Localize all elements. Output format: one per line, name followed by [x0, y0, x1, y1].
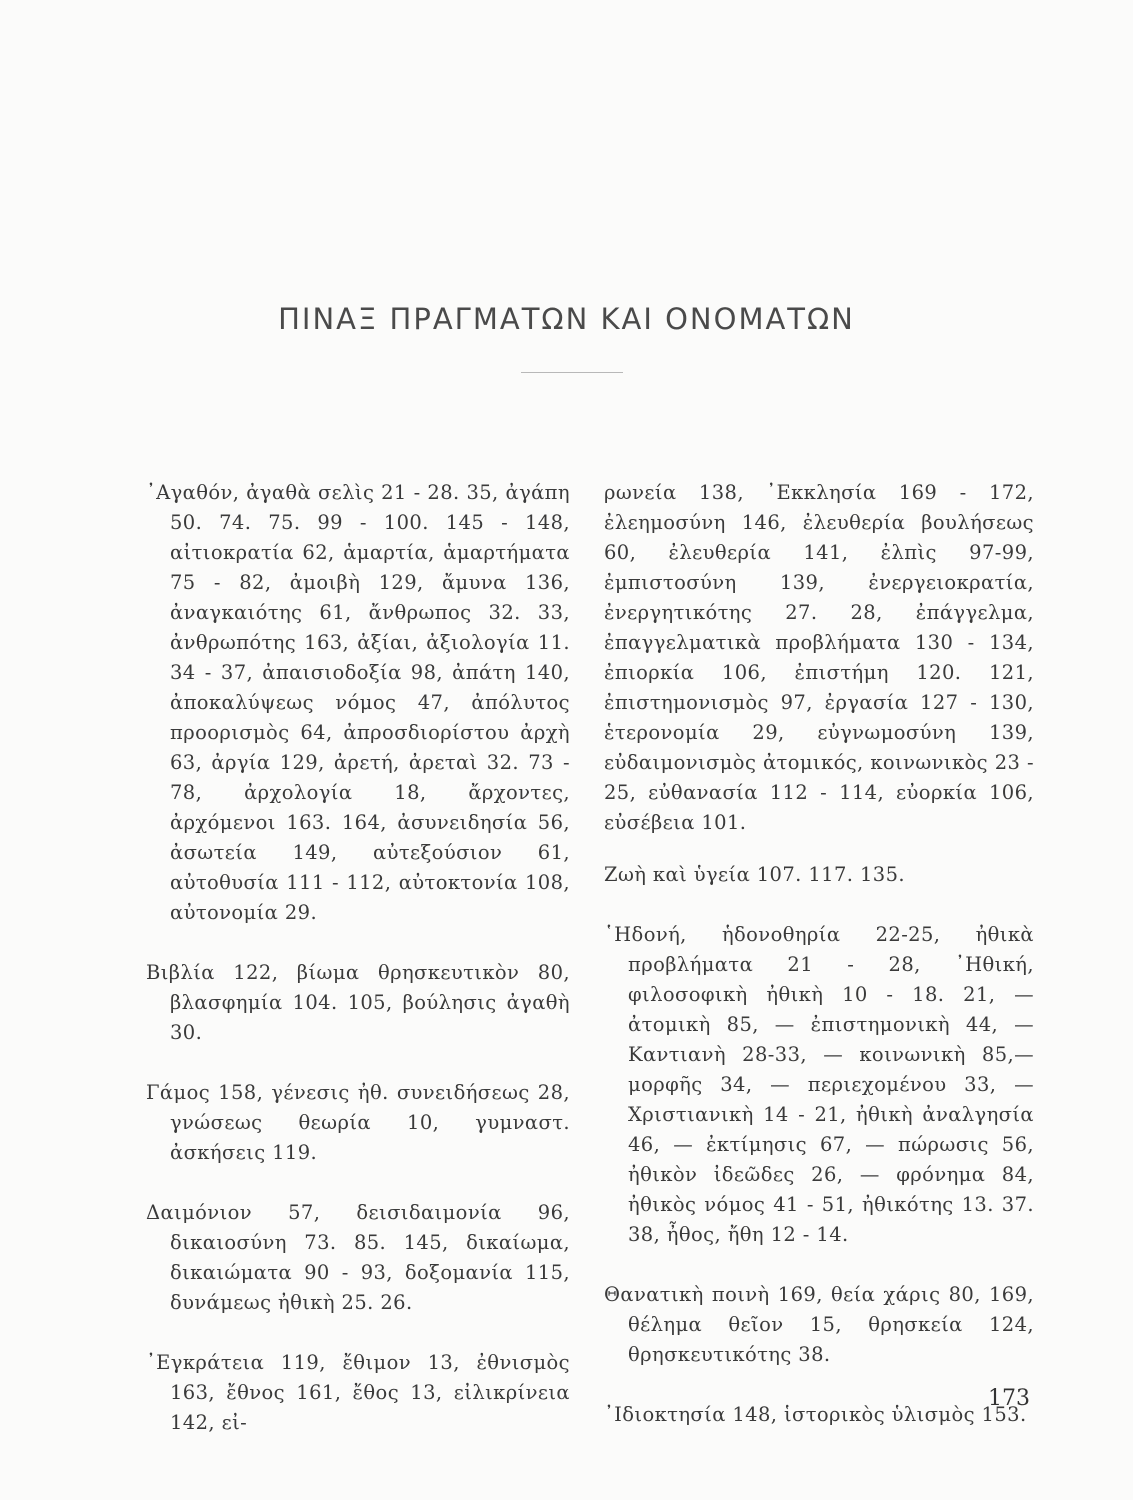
- page-title: ΠΙΝΑΞ ΠΡΑΓΜΑΤΩΝ ΚΑΙ ΟΝΟΜΑΤΩΝ: [278, 302, 855, 336]
- index-column-left: [146, 478, 570, 1468]
- index-entry-gamma: Γάμος 158, γένεσις ἠθ. συνειδήσεως 28, γνώσεως θεωρία 10, γυμναστ. ἀσκήσεις 119.: [146, 1081, 570, 1164]
- index-entry-beta: Βιβλία 122, βίωμα θρησκευτικὸν 80, βλασφημία 104. 105, βούλησις ἀγαθὴ 30.: [146, 961, 570, 1044]
- title-divider: [521, 372, 623, 373]
- index-entry-epsilon: ᾿Εγκράτεια 119, ἔθιμον 13, ἐθνισμὸς 163, ἔθνος 161, ἔθος 13, εἰλικρίνεια 142, εἰ-: [146, 1351, 570, 1434]
- page-number: 173: [988, 1386, 1030, 1411]
- index-entry-zeta: Ζωὴ καὶ ὑγεία 107. 117. 135.: [604, 863, 906, 886]
- index-entry-alpha: ᾿Αγαθόν, ἀγαθὰ σελὶς 21 - 28. 35, ἀγάπη 50. 74. 75. 99 - 100. 145 - 148, αἰτιοκρατία 62, ἁμαρτία, ἁμαρτήματα 75 - 82, ἀμοιβὴ 129, ἄμυνα 136, ἀναγκαιότης 61, ἄνθρωπος 32. 33, ἀνθρωπότης 163, ἀξίαι, ἀξιολογία 11. 34 - 37, ἀπαισιοδοξία 98, ἀπάτη 140, ἀποκαλύψεως νόμος 47, ἀπόλυτος προορισμὸς 64, ἀπροσδιορίστου ἀρχὴ 63, ἀργία 129, ἀρετή, ἀρεταὶ 32. 73 - 78, ἀρχολογία 18, ἄρχοντες, ἀρχόμενοι 163. 164, ἀσυνειδησία 56, ἀσωτεία 149, αὐτεξούσιον 61, αὐτοθυσία 111 - 112, αὐτοκτονία 108, αὐτονομία 29.: [146, 481, 570, 924]
- index-entry-delta: Δαιμόνιον 57, δεισιδαιμονία 96, δικαιοσύνη 73. 85. 145, δικαίωμα, δικαιώματα 90 - 93, δοξομανία 115, δυνάμεως ἠθικὴ 25. 26.: [146, 1201, 570, 1314]
- index-entry-iota: ᾿Ιδιοκτησία 148, ἱστορικὸς ὑλισμὸς 153.: [604, 1403, 1027, 1426]
- index-entry-theta: Θανατικὴ ποινὴ 169, θεία χάρις 80, 169, θέλημα θεῖον 15, θρησκεία 124, θρησκευτικότης 38.: [604, 1283, 1034, 1366]
- index-column-right: [604, 478, 1034, 1460]
- index-entry-epsilon-cont: ρωνεία 138, ᾿Εκκλησία 169 - 172, ἐλεημοσύνη 146, ἐλευθερία βουλήσεως 60, ἐλευθερία 141, ἐλπὶς 97-99, ἐμπιστοσύνη 139, ἐνεργειοκρατία, ἐνεργητικότης 27. 28, ἐπάγγελμα, ἐπαγγελματικὰ προβλήματα 130 - 134, ἐπιορκία 106, ἐπιστήμη 120. 121, ἐπιστημονισμὸς 97, ἐργασία 127 - 130, ἑτερονομία 29, εὐγνωμοσύνη 139, εὐδαιμονισμὸς ἀτομικός, κοινωνικὸς 23 - 25, εὐθανασία 112 - 114, εὐορκία 106, εὐσέβεια 101.: [604, 481, 1034, 834]
- index-entry-eta: ῾Ηδονή, ἡδονοθηρία 22-25, ἠθικὰ προβλήματα 21 - 28, ᾿Ηθική, φιλοσοφικὴ ἠθικὴ 10 - 18. 21, — ἀτομικὴ 85, — ἐπιστημονικὴ 44, — Καντιανὴ 28-33, — κοινωνικὴ 85,— μορφῆς 34, — περιεχομένου 33, — Χριστιανικὴ 14 - 21, ἠθικὴ ἀναλγησία 46, — ἐκτίμησις 67, — πώρωσις 56, ἠθικὸν ἰδεῶδες 26, — φρόνημα 84, ἠθικὸς νόμος 41 - 51, ἠθικότης 13. 37. 38, ἦθος, ἤθη 12 - 14.: [604, 923, 1034, 1246]
